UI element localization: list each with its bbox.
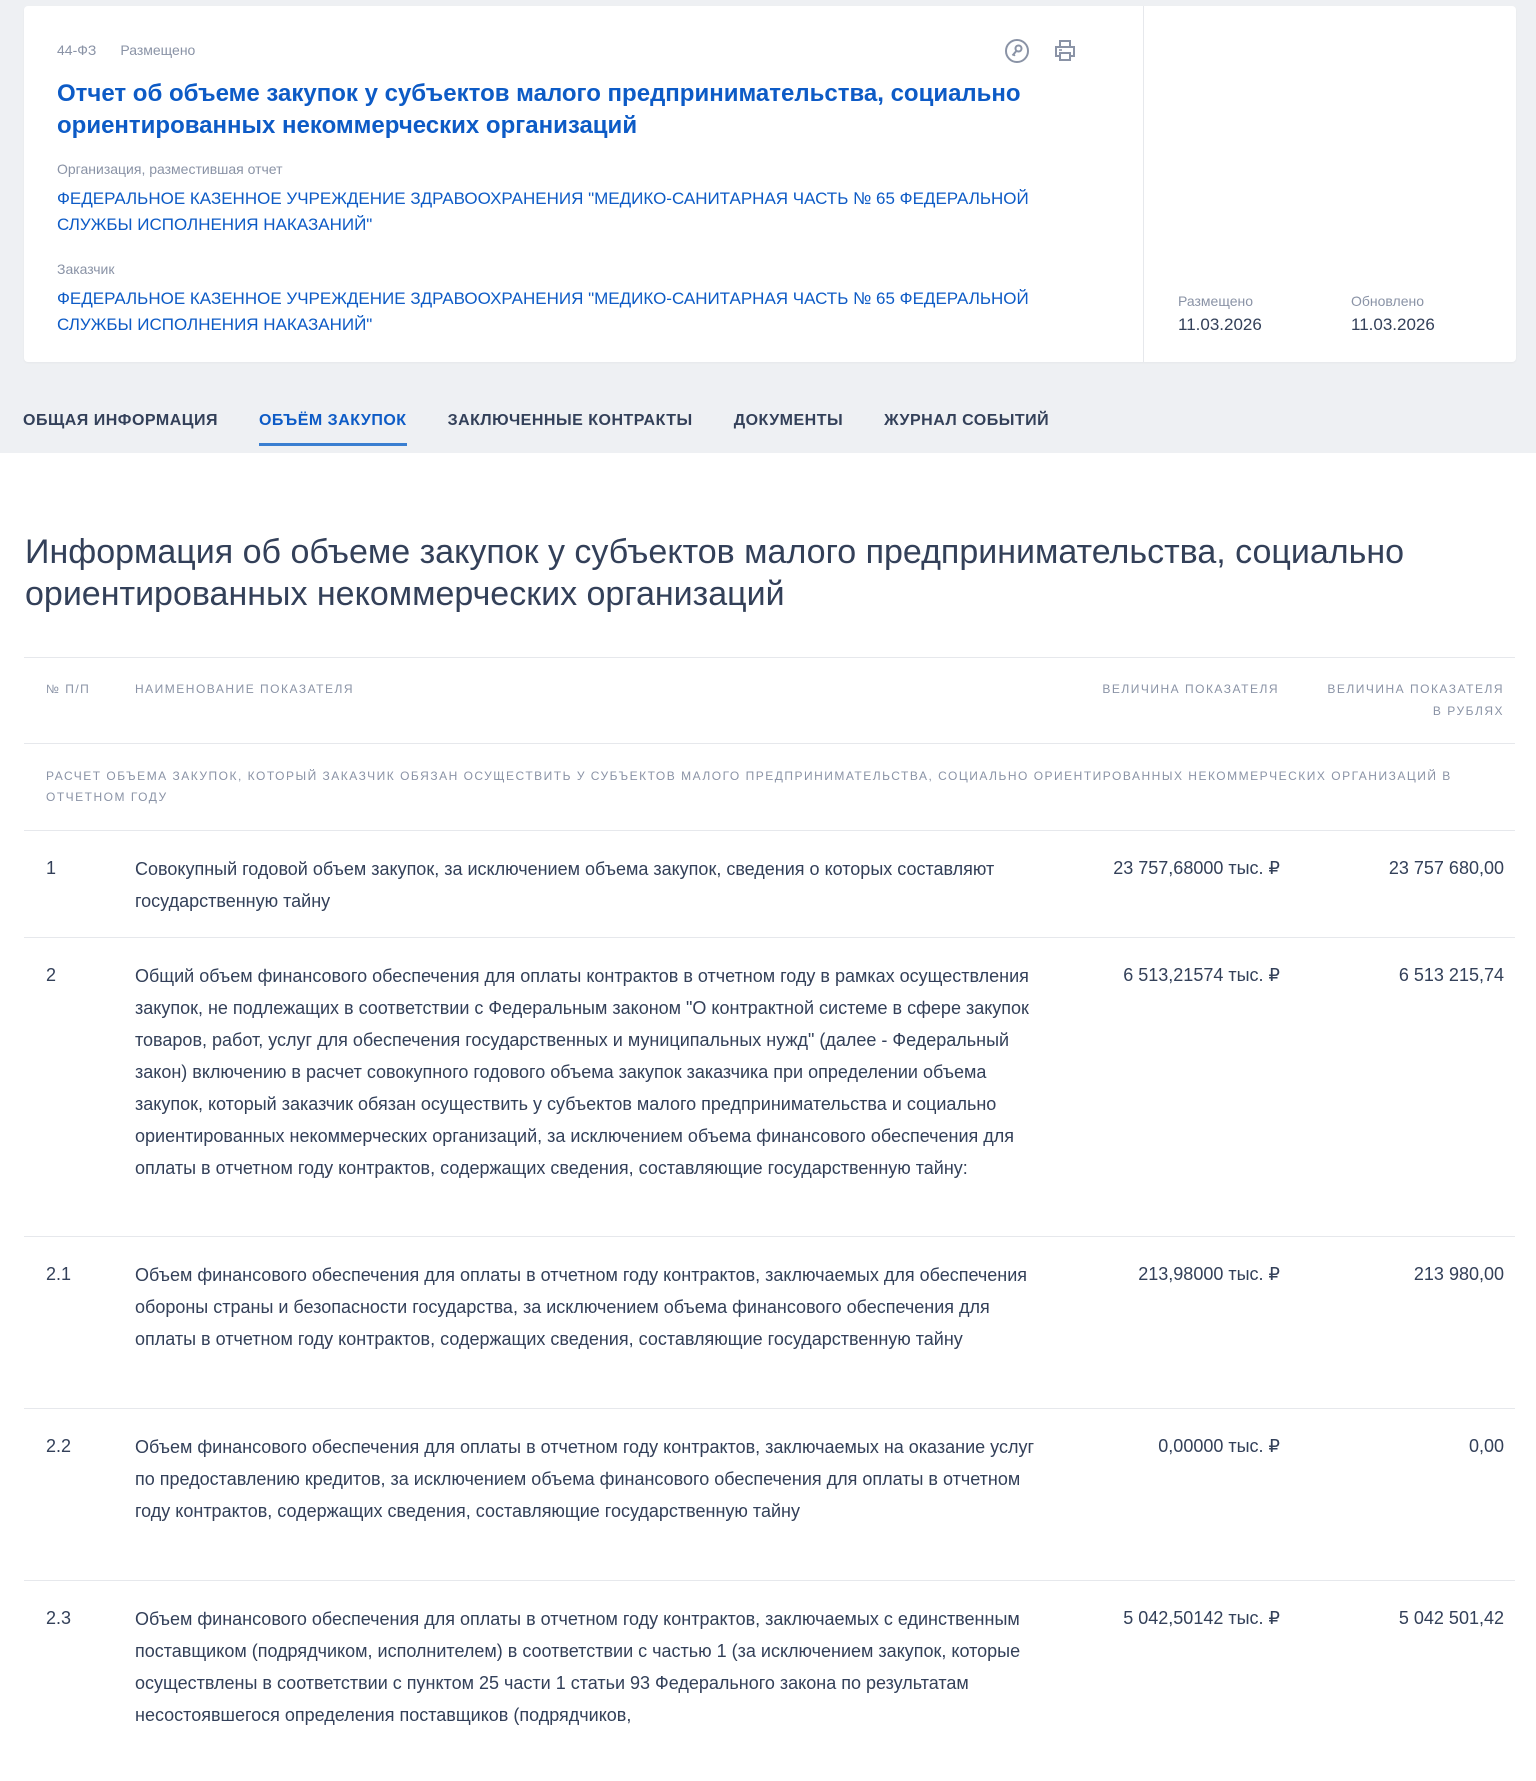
indicators-table: [24, 657, 1515, 1781]
column-header-rub-line1: ВЕЛИЧИНА ПОКАЗАТЕЛЯ: [1327, 682, 1504, 696]
column-header-value: ВЕЛИЧИНА ПОКАЗАТЕЛЯ: [1102, 682, 1279, 696]
table-row: [24, 938, 1515, 1236]
row-value-rub: 23 757 680,00: [1388, 858, 1504, 878]
updated-date-label: Обновлено: [1351, 293, 1425, 309]
tab-documents[interactable]: ДОКУМЕНТЫ: [733, 412, 844, 429]
printer-icon[interactable]: [1051, 37, 1079, 65]
column-header-name: НАИМЕНОВАНИЕ ПОКАЗАТЕЛЯ: [135, 682, 355, 696]
row-num: 2.1: [46, 1264, 72, 1284]
row-num: 2.2: [46, 1436, 72, 1456]
law-badge: 44-ФЗ: [57, 42, 97, 58]
column-header-rub-line2: В РУБЛЯХ: [1432, 704, 1504, 718]
report-card-main: [24, 6, 1143, 362]
row-value: 213,98000 тыс. ₽: [1138, 1264, 1280, 1284]
row-num: 2: [46, 965, 57, 985]
row-name: Объем финансового обеспечения для оплаты в отчетном году контрактов, заключаемых на оказание услуг по предоставлению кредитов, за исключением объема финансового обеспечения для оплаты в отчетном году контрактов, содержащих сведения, составляющие государственную тайну: [135, 1437, 1035, 1521]
row-name: Совокупный годовой объем закупок, за исключением объема закупок, сведения о которых составляют государственную тайну: [135, 859, 995, 911]
table-row: [24, 1237, 1515, 1408]
customer-link[interactable]: ФЕДЕРАЛЬНОЕ КАЗЕННОЕ УЧРЕЖДЕНИЕ ЗДРАВООХРАНЕНИЯ "МЕДИКО-САНИТАРНАЯ ЧАСТЬ № 65 ФЕДЕРАЛЬНОЙ СЛУЖБЫ ИСПОЛНЕНИЯ НАКАЗАНИЙ": [57, 289, 1029, 334]
card-divider: [1143, 6, 1144, 362]
tab-general-info[interactable]: ОБЩАЯ ИНФОРМАЦИЯ: [23, 412, 218, 429]
row-name: Общий объем финансового обеспечения для оплаты контрактов в отчетном году в рамках осуществления закупок, не подлежащих в соответствии с Федеральным законом "О контрактной системе в сфере закупок товаров, работ, услуг для обеспечения государственных и муниципальных нужд" (далее - Федеральный закон) включению в расчет совокупного годового объема закупок заказчика при определении объема закупок, который заказчик обязан осуществить у субъектов малого предпринимательства и социально ориентированных некоммерческих организаций, за исключением объема финансового обеспечения для оплаты в отчетном году контрактов, содержащих сведения, составляющие государственную тайну:: [135, 966, 1029, 1178]
placed-date-value: 11.03.2026: [1178, 315, 1262, 334]
row-value: 0,00000 тыс. ₽: [1158, 1436, 1280, 1456]
row-value: 23 757,68000 тыс. ₽: [1113, 858, 1280, 878]
row-value-rub: 213 980,00: [1413, 1264, 1504, 1284]
tab-contracts[interactable]: ЗАКЛЮЧЕННЫЕ КОНТРАКТЫ: [447, 412, 693, 429]
organization-link[interactable]: ФЕДЕРАЛЬНОЕ КАЗЕННОЕ УЧРЕЖДЕНИЕ ЗДРАВООХРАНЕНИЯ "МЕДИКО-САНИТАРНАЯ ЧАСТЬ № 65 ФЕДЕРАЛЬНОЙ СЛУЖБЫ ИСПОЛНЕНИЯ НАКАЗАНИЙ": [57, 189, 1029, 234]
row-value-rub: 6 513 215,74: [1398, 965, 1504, 985]
card-actions: [1003, 37, 1079, 65]
row-value: 5 042,50142 тыс. ₽: [1123, 1608, 1280, 1628]
report-title[interactable]: Отчет об объеме закупок у субъектов малого предпринимательства, социально ориентированных некоммерческих организаций: [57, 80, 1021, 139]
table-row: [24, 1581, 1515, 1781]
column-header-num: № П/П: [46, 682, 91, 696]
tab-purchase-volume[interactable]: ОБЪЁМ ЗАКУПОК: [259, 412, 407, 444]
organization-label: Организация, разместившая отчет: [57, 161, 283, 177]
updated-date: [1351, 293, 1435, 335]
tab-event-log[interactable]: ЖУРНАЛ СОБЫТИЙ: [884, 412, 1050, 429]
report-card: [24, 6, 1516, 362]
column-header-rub: [1327, 678, 1504, 722]
table-header: [24, 658, 1515, 743]
page-title: Информация об объеме закупок у субъектов малого предпринимательства, социально ориентированных некоммерческих организаций: [25, 532, 1405, 613]
row-value-rub: 0,00: [1468, 1436, 1504, 1456]
tab-bar: [23, 412, 1090, 444]
status-badge: Размещено: [120, 42, 196, 58]
placed-date: [1178, 293, 1262, 335]
row-num: 2.3: [46, 1608, 72, 1628]
row-num: 1: [46, 858, 57, 878]
section-title: РАСЧЕТ ОБЪЕМА ЗАКУПОК, КОТОРЫЙ ЗАКАЗЧИК ОБЯЗАН ОСУЩЕСТВИТЬ У СУБЪЕКТОВ МАЛОГО ПРЕДПРИНИМАТЕЛЬСТВА, СОЦИАЛЬНО ОРИЕНТИРОВАННЫХ НЕКОММЕРЧЕСКИХ ОРГАНИЗАЦИЙ В ОТЧЕТНОМ ГОДУ: [46, 769, 1452, 804]
row-value: 6 513,21574 тыс. ₽: [1123, 965, 1280, 985]
row-name: Объем финансового обеспечения для оплаты в отчетном году контрактов, заключаемых для обеспечения обороны страны и безопасности государства, за исключением объема финансового обеспечения для оплаты в отчетном году контрактов, содержащих сведения, составляющие государственную тайну: [135, 1265, 1028, 1349]
customer-label: Заказчик: [57, 261, 115, 277]
row-value-rub: 5 042 501,42: [1398, 1608, 1504, 1628]
key-circle-icon[interactable]: [1003, 37, 1031, 65]
section-header: [24, 744, 1515, 830]
updated-date-value: 11.03.2026: [1351, 315, 1435, 334]
placed-date-label: Размещено: [1178, 293, 1253, 309]
table-row: [24, 831, 1515, 937]
row-name: Объем финансового обеспечения для оплаты в отчетном году контрактов, заключаемых с единственным поставщиком (подрядчиком, исполнителем) в соответствии с частью 1 (за исключением закупок, которые осуществлены в соответствии с пунктом 25 части 1 статьи 93 Федерального закона по результатам несостоявшегося определения поставщиков (подрядчиков,: [135, 1609, 1021, 1725]
table-row: [24, 1409, 1515, 1580]
report-meta: [57, 42, 195, 58]
